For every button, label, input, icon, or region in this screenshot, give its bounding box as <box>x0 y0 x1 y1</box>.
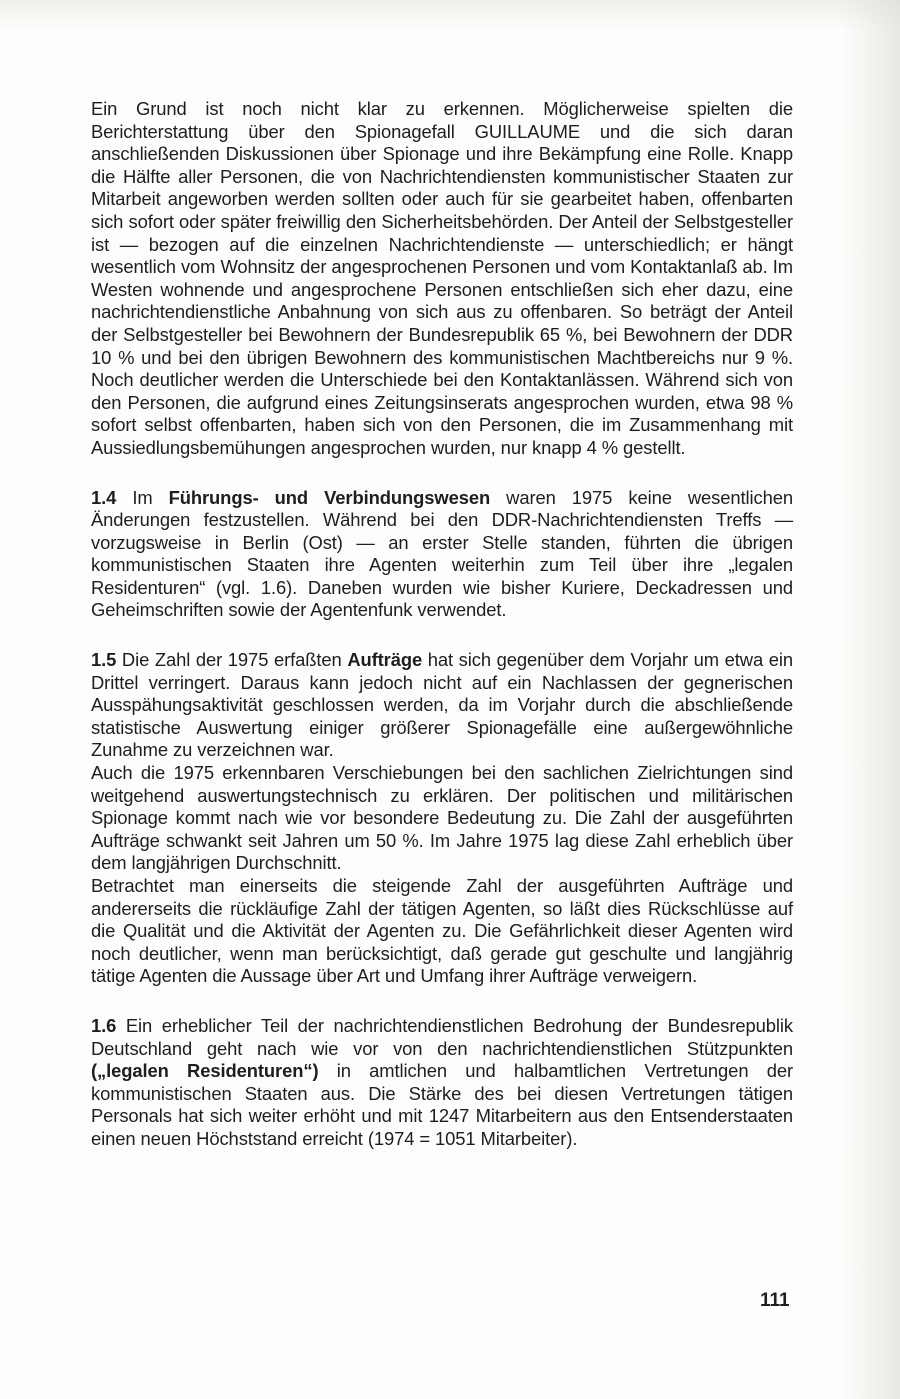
section-1-6: 1.6 Ein erheblicher Teil der nachrichtendienstlichen Bedrohung der Bundesrepublik Deutschland geht nach wie vor von den nachrichtendienstlichen Stützpunkten („legalen Residenturen“) in amtlichen und halbamtlichen Vertretungen der kommunistischen Staaten aus. Die Stärke des bei diesen Vertretungen tätigen Personals hat sich weiter erhöht und mit 1247 Mitarbeitern aus den Entsenderstaaten einen neuen Höchststand erreicht (1974 = 1051 Mitarbeiter). <box>91 1014 793 1149</box>
bold-term: („legalen Residenturen“) <box>91 1060 319 1082</box>
bold-term: Aufträge <box>347 649 423 671</box>
section-1-5-paragraph-3: Betrachtet man einerseits die steigende Zahl der ausgeführten Aufträge und andererseits die rückläufige Zahl der tätigen Agenten, so läßt dies Rückschlüsse auf die Qualität und die Aktivität der Agenten zu. Die Gefährlichkeit dieser Agenten wird noch deutlicher, wenn man berücksichtigt, daß gerade gut geschulte und langjährig tätige Agenten die Aussage über Art und Umfang ihrer Aufträge verweigern. <box>91 875 793 987</box>
section-1-5-paragraph-2: Auch die 1975 erkennbaren Verschiebungen bei den sachlichen Zielrichtungen sind weitgehend auswertungstechnisch zu erklären. Der politischen und militärischen Spionage kommt nach wie vor besondere Bedeutung zu. Die Zahl der ausgeführten Aufträge schwankt seit Jahren um 50 %. Im Jahre 1975 lag diese Zahl erheblich über dem langjährigen Durchschnitt. <box>91 762 793 874</box>
scan-shadow-top <box>0 0 900 30</box>
scan-shadow-right <box>840 0 900 1399</box>
page-number: 111 <box>760 1290 790 1311</box>
intro-paragraph: Ein Grund ist noch nicht klar zu erkennen. Möglicherweise spielten die Berichterstattung über den Spionagefall GUILLAUME und die sich daran anschließenden Diskussionen über Spionage und ihre Bekämpfung eine Rolle. Knapp die Hälfte aller Personen, die von Nachrichtendiensten kommunistischer Staaten zur Mitarbeit angeworben werden sollten oder auch für sie gearbeitet haben, offenbarten sich sofort oder später freiwillig den Sicherheitsbehörden. Der Anteil der Selbstgesteller ist — bezogen auf die einzelnen Nachrichtendienste — unterschiedlich; er hängt wesentlich vom Wohnsitz der angesprochenen Personen und vom Kontaktanlaß ab. Im Westen wohnende und angesprochene Personen entschließen sich eher dazu, eine nachrichtendienstliche Anbahnung von sich aus zu offenbaren. So beträgt der Anteil der Selbstgesteller bei Bewohnern der Bundesrepublik 65 %, bei Bewohnern der DDR 10 % und bei den übrigen Bewohnern des kommunistischen Machtbereichs nur 9 %. Noch deutlicher werden die Unterschiede bei den Kontaktanlässen. Während sich von den Personen, die aufgrund eines Zeitungsinserats angesprochen wurden, etwa 98 % sofort selbst offenbarten, haben sich von den Personen, die im Zusammenhang mit Aussiedlungsbemühungen angesprochen wurden, nur knapp 4 % gestellt. <box>91 98 793 458</box>
section-number: 1.6 <box>91 1014 117 1036</box>
section-1-5: 1.5 Die Zahl der 1975 erfaßten Aufträge hat sich gegenüber dem Vorjahr um etwa ein Drittel verringert. Daraus kann jedoch nicht auf ein Nachlassen der gegnerischen Ausspähungsaktivität geschlossen werden, da im Vorjahr durch die abschließende statistische Auswertung einiger größerer Spionagefälle eine außergewöhnliche Zunahme zu verzeichnen war. <box>91 649 793 761</box>
section-number: 1.4 <box>91 486 117 508</box>
section-1-4: 1.4 Im Führungs- und Verbindungswesen waren 1975 keine wesentlichen Änderungen festzustellen. Während bei den DDR-Nachrichtendiensten Treffs — vorzugsweise in Berlin (Ost) — an erster Stelle standen, führten die übrigen kommunistischen Staaten ihre Agenten weiterhin zum Teil über ihre „legalen Residenturen“ (vgl. 1.6). Daneben wurden wie bisher Kuriere, Deckadressen und Geheimschriften sowie der Agentenfunk verwendet. <box>91 486 793 621</box>
document-body <box>91 98 793 1151</box>
bold-term: Führungs- und Verbindungswesen <box>168 486 491 508</box>
section-number: 1.5 <box>91 649 117 671</box>
